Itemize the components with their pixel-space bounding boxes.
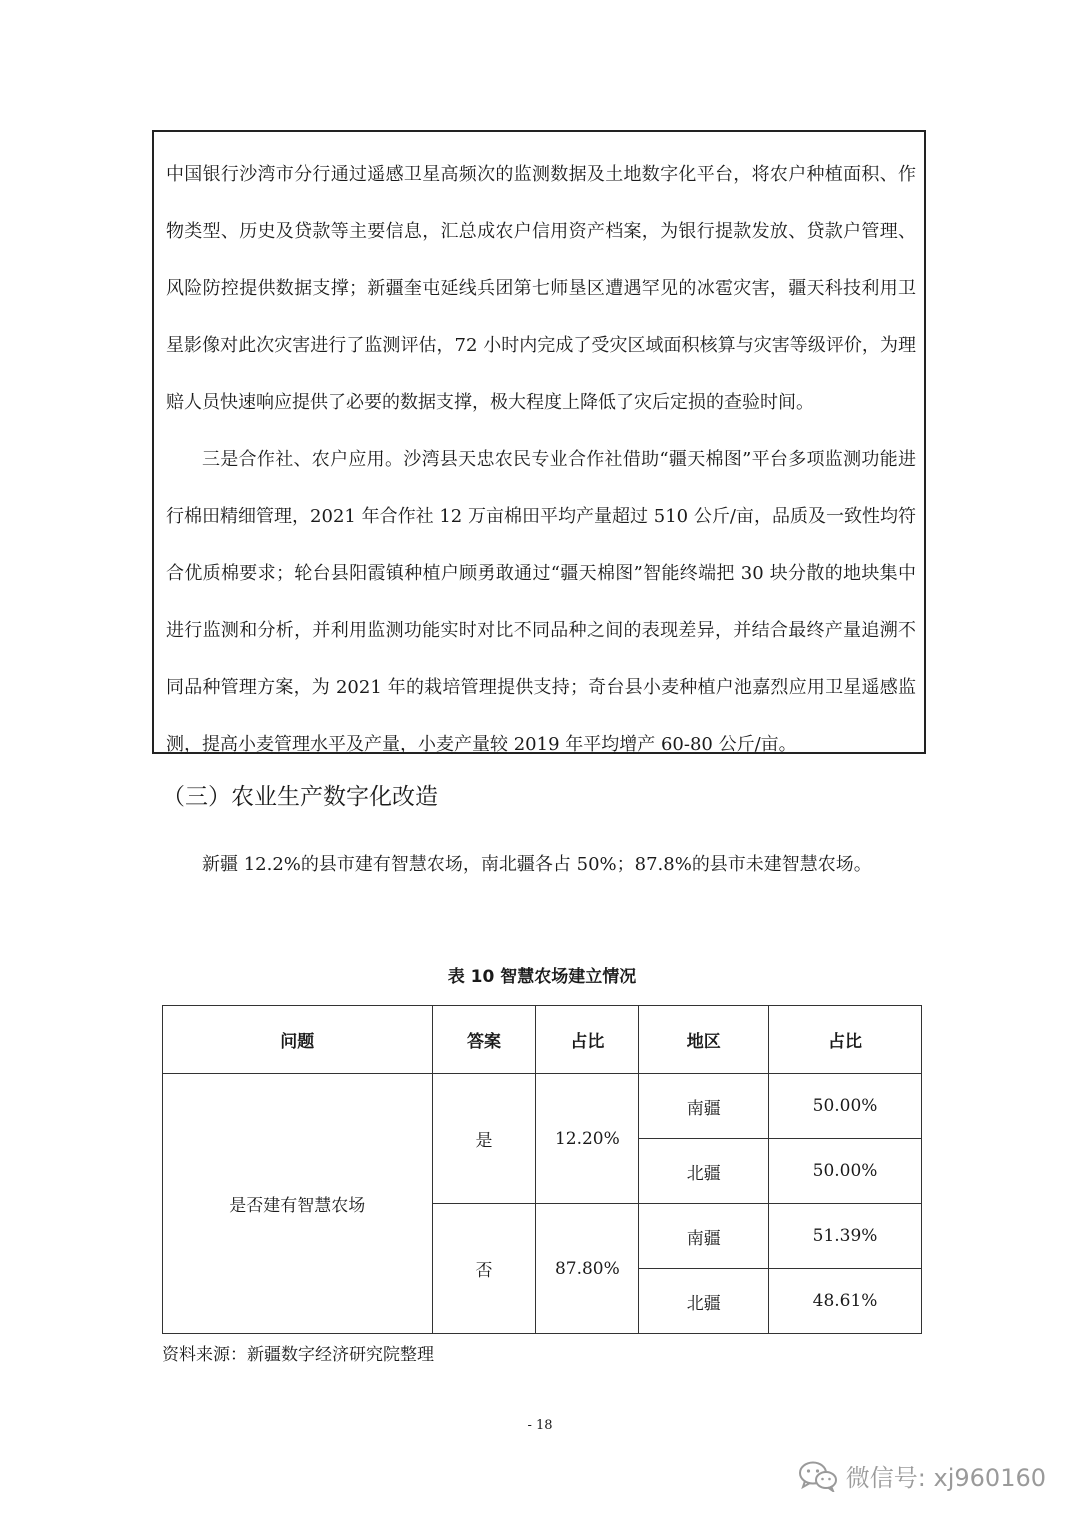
share-cell: 87.80% [536,1204,639,1334]
header-question: 问题 [163,1006,433,1074]
section-title: （三）农业生产数字化改造 [162,784,438,810]
table-source: 资料来源：新疆数字经济研究院整理 [162,1345,434,1365]
answer-cell: 否 [432,1204,536,1334]
header-region: 地区 [639,1006,769,1074]
region-share-cell: 50.00% [769,1139,922,1204]
table-caption: 表 10 智慧农场建立情况 [447,967,637,987]
region-share-cell: 50.00% [769,1074,922,1139]
smart-farm-table [162,1005,922,1334]
box-paragraph-2: 三是合作社、农户应用。沙湾县天忠农民专业合作社借助“疆天棉图”平台多项监测功能进行棉田精细管理，2021 年合作社 12 万亩棉田平均产量超过 510 公斤/亩，品质及一致性均符合优质棉要求；轮台县阳霞镇种植户顾勇敢通过“疆天棉图”智能终端把 30 块分散的地块集中进行监测和分析，并利用监测功能实时对比不同品种之间的表现差异，并结合最终产量追溯不同品种管理方案，为 2021 年的栽培管理提供支持；奇台县小麦种植户池嘉烈应用卫星遥感监测，提高小麦管理水平及产量，小麦产量较 2019 年平均增产 60-80 公斤/亩。 [166,449,916,755]
header-region-share: 占比 [769,1006,922,1074]
region-cell: 北疆 [639,1139,769,1204]
table-row [163,1074,922,1139]
region-share-cell: 51.39% [769,1204,922,1269]
case-study-box [152,130,926,754]
region-cell: 南疆 [639,1074,769,1139]
section-paragraph: 新疆 12.2%的县市建有智慧农场，南北疆各占 50%；87.8%的县市未建智慧农场。 [202,854,872,875]
wechat-icon [798,1460,838,1492]
box-paragraph-1: 中国银行沙湾市分行通过遥感卫星高频次的监测数据及土地数字化平台，将农户种植面积、作物类型、历史及贷款等主要信息，汇总成农户信用资产档案，为银行提款发放、贷款户管理、风险防控提供数据支撑；新疆奎屯延线兵团第七师垦区遭遇罕见的冰雹灾害，疆天科技利用卫星影像对此次灾害进行了监测评估，72 小时内完成了受灾区域面积核算与灾害等级评价，为理赔人员快速响应提供了必要的数据支撑，极大程度上降低了灾后定损的查验时间。 [166,164,916,413]
question-cell: 是否建有智慧农场 [163,1074,433,1334]
region-cell: 南疆 [639,1204,769,1269]
region-cell: 北疆 [639,1269,769,1334]
case-study-text [166,146,916,773]
header-share: 占比 [536,1006,639,1074]
share-cell: 12.20% [536,1074,639,1204]
region-share-cell: 48.61% [769,1269,922,1334]
header-answer: 答案 [432,1006,536,1074]
watermark-text: 微信号: xj960160 [845,1464,1046,1492]
table-header-row [163,1006,922,1074]
answer-cell: 是 [432,1074,536,1204]
wechat-watermark [798,1458,1046,1493]
page-number: - 18 [527,1418,553,1433]
